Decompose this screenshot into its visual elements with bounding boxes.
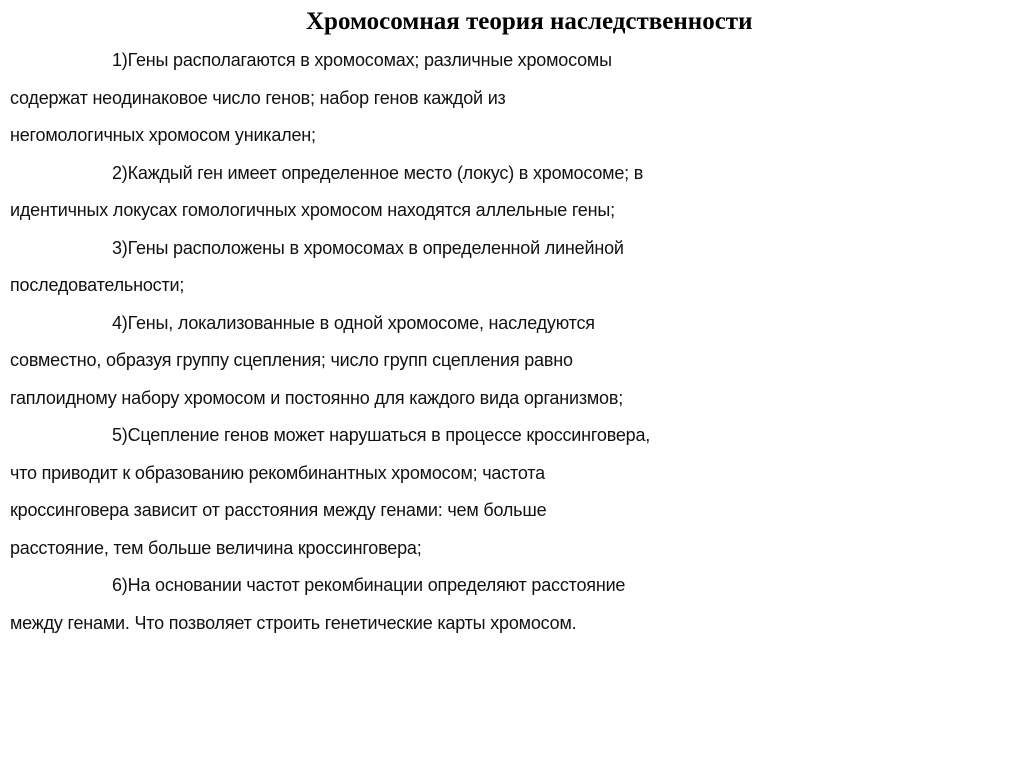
- slide-title: Хромосомная теория наследственности: [306, 8, 753, 35]
- list-item-start-line: 3)Гены расположены в хромосомах в определенной линейной: [112, 237, 624, 258]
- text-line: что приводит к образованию рекомбинантных хромосом; частота: [10, 462, 545, 483]
- text-line: между генами. Что позволяет строить генетические карты хромосом.: [10, 612, 577, 633]
- list-item-start-line: 6)На основании частот рекомбинации определяют расстояние: [112, 575, 626, 595]
- list-item-start-line: 4)Гены, локализованные в одной хромосоме, наследуются: [112, 312, 595, 333]
- text-line: идентичных локусах гомологичных хромосом находятся аллельные гены;: [10, 200, 615, 220]
- text-line: последовательности;: [10, 275, 185, 295]
- list-item-start-line: 2)Каждый ген имеет определенное место (локус) в хромосоме; в: [112, 162, 644, 183]
- slide-body: [10, 42, 1020, 642]
- text-line: негомологичных хромосом уникален;: [10, 125, 316, 145]
- text-line: кроссинговера зависит от расстояния между генами: чем больше: [10, 500, 547, 520]
- list-item-start-line: 5)Сцепление генов может нарушаться в процессе кроссинговера,: [112, 425, 651, 445]
- text-line: содержат неодинаковое число генов; набор генов каждой из: [10, 87, 506, 108]
- text-line: гаплоидному набору хромосом и постоянно для каждого вида организмов;: [10, 387, 624, 408]
- list-item-start-line: 1)Гены располагаются в хромосомах; различные хромосомы: [112, 50, 612, 70]
- text-line: совместно, образуя группу сцепления; число групп сцепления равно: [10, 350, 573, 370]
- text-line: расстояние, тем больше величина кроссинговера;: [10, 537, 422, 558]
